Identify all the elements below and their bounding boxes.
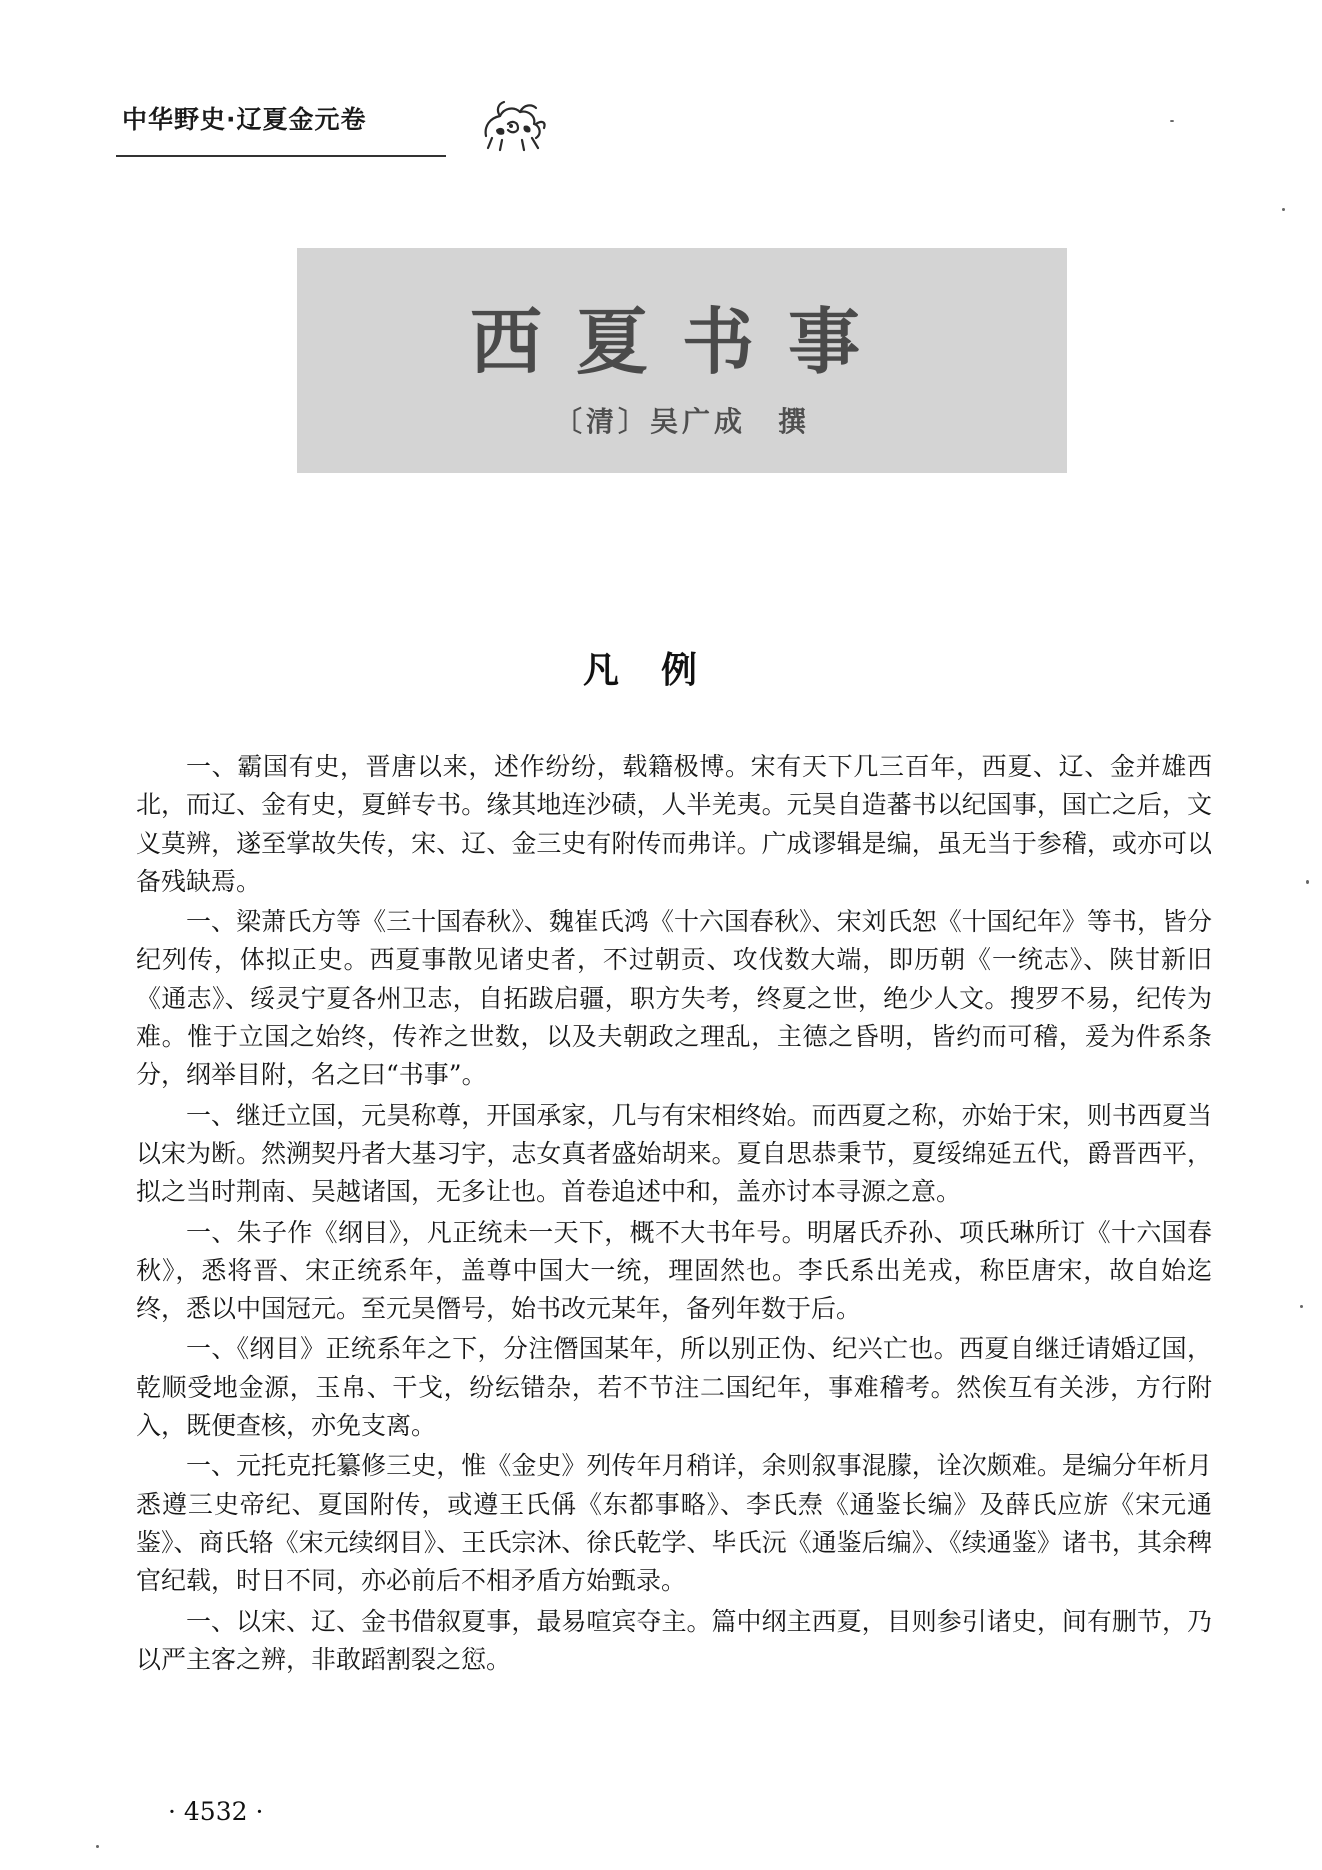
paragraph: 一、朱子作《纲目》，凡正统未一天下，概不大书年号。明屠氏乔孙、项氏琳所订《十六国春秋》，悉将晋、宋正统系年，盖尊中国大一统，理固然也。李氏系出羌戎，称臣唐宋，故自始迄终，悉以中国冠元。至元昊僭号，始书改元某年，备列年数于后。: [136, 1217, 1212, 1324]
header-rule: [116, 155, 446, 157]
scan-speck: [1170, 120, 1174, 122]
running-header-title: 中华野史·辽夏金元卷: [122, 105, 367, 134]
paragraph: 一、元托克托纂修三史，惟《金史》列传年月稍详，余则叙事混朦，诠次颇难。是编分年析月悉遵三史帝纪、夏国附传，或遵王氏偁《东都事略》、李氏焘《通鉴长编》及薛氏应旂《宋元通鉴》、商氏辂《宋元续纲目》、王氏宗沐、徐氏乾学、毕氏沅《通鉴后编》、《续通鉴》诸书，其余稗官纪载，时日不同，亦必前后不相矛盾方始甄录。: [136, 1451, 1212, 1596]
scan-speck: [1282, 208, 1285, 211]
scan-speck: [96, 1845, 99, 1848]
scan-speck: [1306, 880, 1309, 884]
title-box: [297, 248, 1067, 473]
paragraph: 一、《纲目》正统系年之下，分注僭国某年，所以别正伪、纪兴亡也。西夏自继迁请婚辽国，乾顺受地金源，玉帛、干戈，纷纭错杂，若不节注二国纪年，事难稽考。然俟互有关涉，方行附入，既便查核，亦免支离。: [136, 1334, 1212, 1441]
book-title: 西夏书事: [469, 299, 894, 384]
section-heading: 凡例: [582, 650, 739, 691]
book-author: 〔清〕吴广成 撰: [553, 405, 810, 438]
body-text: [136, 748, 1212, 1681]
paragraph: 一、梁萧氏方等《三十国春秋》、魏崔氏鸿《十六国春秋》、宋刘氏恕《十国纪年》等书，皆分纪列传，体拟正史。西夏事散见诸史者，不过朝贡、攻伐数大端，即历朝《一统志》、陕甘新旧《通志》、绥灵宁夏各州卫志，自拓跋启疆，职方失考，终夏之世，绝少人文。搜罗不易，纪传为难。惟于立国之始终，传祚之世数，以及夫朝政之理乱，主德之昏明，皆约而可稽，爰为件系条分，纲举目附，名之曰“书事”。: [136, 907, 1212, 1090]
paragraph: 一、以宋、辽、金书借叙夏事，最易喧宾夺主。篇中纲主西夏，目则参引诸史，间有删节，乃以严主客之辨，非敢蹈割裂之愆。: [136, 1606, 1212, 1674]
scan-speck: [1300, 1305, 1303, 1308]
lion-icon: [478, 96, 550, 154]
paragraph: 一、霸国有史，晋唐以来，述作纷纷，载籍极博。宋有天下几三百年，西夏、辽、金并雄西北，而辽、金有史，夏鲜专书。缘其地连沙碛，人半羌夷。元昊自造蕃书以纪国事，国亡之后，文义莫辨，遂至掌故失传，宋、辽、金三史有附传而弗详。广成谬辑是编，虽无当于参稽，或亦可以备残缺焉。: [136, 752, 1212, 896]
page-number: · 4532 ·: [168, 1797, 264, 1826]
paragraph: 一、继迁立国，元昊称尊，开国承家，几与有宋相终始。而西夏之称，亦始于宋，则书西夏当以宋为断。然溯契丹者大基习宇，志女真者盛始胡来。夏自思恭秉节，夏绥绵延五代，爵晋西平，拟之当时荆南、吴越诸国，无多让也。首卷追述中和，盖亦讨本寻源之意。: [136, 1100, 1212, 1207]
